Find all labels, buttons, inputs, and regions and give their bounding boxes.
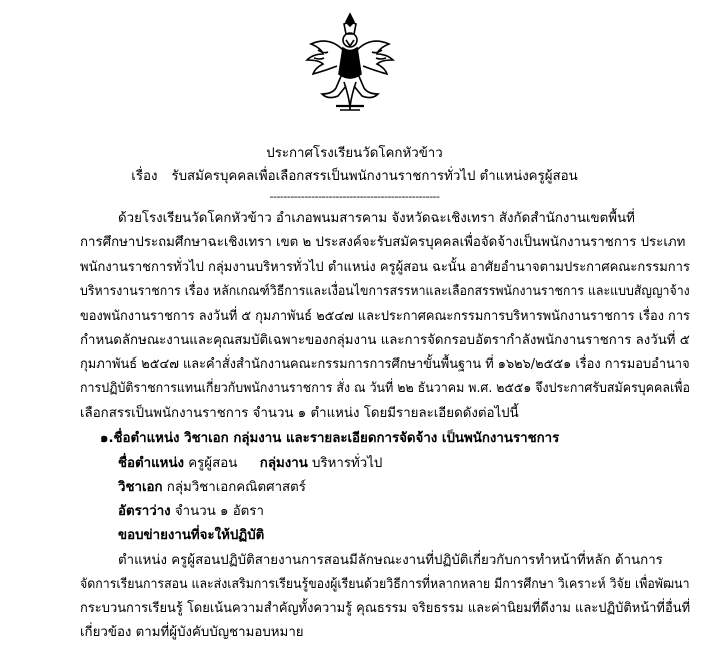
intro-line: การปฏิบัติราชการแทนเกี่ยวกับพนักงานราชการ สั่ง ณ วันที่ ๒๒ ธันวาคม พ.ศ. ๒๕๕๑ จึงประกาศรับสมัครบุคคลเพื่อ <box>80 381 690 396</box>
position-row <box>118 456 382 472</box>
scope-line: ตำแหน่ง ครูผู้สอนปฏิบัติสายงานการสอนมีลักษณะงานที่ปฏิบัติเกี่ยวกับการทำหน้าที่หลัก ด้านการ <box>118 553 663 568</box>
intro-line: กำหนดลักษณะงานและคุณสมบัติเฉพาะของกลุ่มงาน และการจัดกรอบอัตรากำลังพนักงานราชการ ลงวันที่ ๕ <box>80 333 690 348</box>
intro-line: กุมภาพันธ์ ๒๕๔๗ และคำสั่งสำนักงานคณะกรรมการการศึกษาขั้นพื้นฐาน ที่ ๑๖๒๖/๒๕๕๑ เรื่อง การมอบอำนาจ <box>80 357 690 372</box>
intro-line: พนักงานราชการทั่วไป กลุ่มงานบริหารทั่วไป ตำแหน่ง ครูผู้สอน ฉะนั้น อาศัยอำนาจตามประกาศคณะกรรมการ <box>80 260 690 275</box>
scope-line: จัดการเรียนการสอน และส่งเสริมการเรียนรู้ของผู้เรียนด้วยวิธีการที่หลากหลาย มีการศึกษา วิเคราะห์ วิจัย เพื่อพัฒนา <box>80 577 690 592</box>
scope-line: เกี่ยวข้อง ตามที่ผู้บังคับบัญชามอบหมาย <box>80 625 304 640</box>
scope-heading: ขอบข่ายงานที่จะให้ปฏิบัติ <box>118 528 265 543</box>
vacancy-value: จำนวน ๑ อัตรา <box>174 504 264 519</box>
intro-line: การศึกษาประถมศึกษาฉะเชิงเทรา เขต ๒ ประสงค์จะรับสมัครบุคคลเพื่อจัดจ้างเป็นพนักงานราชการ ประเภท <box>80 235 686 250</box>
scope-line: กระบวนการเรียนรู้ โดยเน้นความสำคัญทั้งความรู้ คุณธรรม จริยธรรม และค่านิยมที่ดีงาม และปฏิบัติหน้าที่อื่นที่ <box>80 601 691 616</box>
subject-text: รับสมัครบุคคลเพื่อเลือกสรรเป็นพนักงานราชการทั่วไป ตำแหน่งครูผู้สอน <box>171 169 578 184</box>
major-value: กลุ่มวิชาเอกคณิตศาสตร์ <box>166 480 306 495</box>
major-row <box>118 480 306 496</box>
intro-line: บริหารงานราชการ เรื่อง หลักเกณฑ์วิธีการและเงื่อนไขการสรรหาและเลือกสรรพนักงานราชการ และแบบสัญญาจ้าง <box>80 284 690 299</box>
section-1-heading: ๑.ชื่อตำแหน่ง วิชาเอก กลุ่มงาน และรายละเอียดการจัดจ้าง เป็นพนักงานราชการ <box>100 431 560 446</box>
subject-label: เรื่อง <box>131 169 158 184</box>
group-label: กลุ่มงาน <box>259 456 308 471</box>
position-value: ครูผู้สอน <box>188 456 238 471</box>
vacancy-label: อัตราว่าง <box>118 504 171 519</box>
vacancy-row <box>118 504 264 520</box>
garuda-emblem-icon <box>300 10 400 115</box>
group-value: บริหารทั่วไป <box>312 456 383 471</box>
position-label: ชื่อตำแหน่ง <box>118 456 185 471</box>
major-label: วิชาเอก <box>118 480 163 495</box>
intro-line: เลือกสรรเป็นพนักงานราชการ จำนวน ๑ ตำแหน่ง โดยมีรายละเอียดดังต่อไปนี้ <box>80 406 519 421</box>
intro-line: ของพนักงานราชการ ลงวันที่ ๕ กุมภาพันธ์ ๒๕๔๗ และประกาศคณะกรรมการบริหารพนักงานราชการ เรื่อง การ <box>80 309 690 324</box>
intro-line: ด้วยโรงเรียนวัดโคกหัวข้าว อำเภอพนมสารคาม จังหวัดฉะเชิงเทรา สังกัดสำนักงานเขตพื้นที่ <box>118 211 635 226</box>
announcement-subject <box>0 169 709 185</box>
announcement-title: ประกาศโรงเรียนวัดโคกหัวข้าว <box>266 146 443 161</box>
header-divider: ------------------------------------------------- <box>269 190 440 203</box>
